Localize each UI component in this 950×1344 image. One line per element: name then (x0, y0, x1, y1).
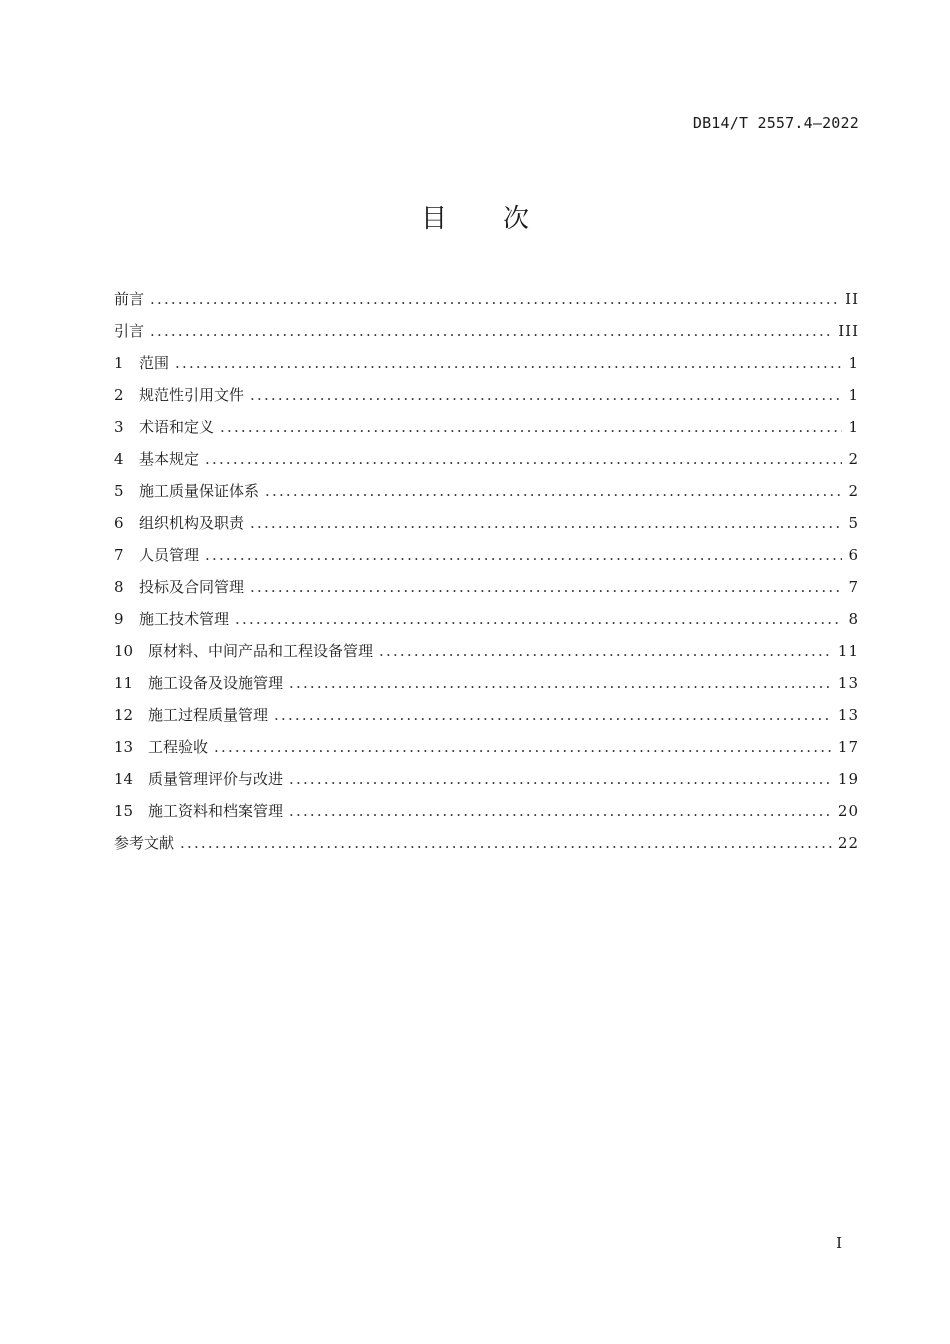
toc-leader-dots (150, 315, 832, 347)
toc-entry-number: 13 (114, 738, 134, 756)
toc-entry-number: 8 (114, 578, 124, 596)
toc-entry-introduction[interactable] (114, 315, 859, 347)
toc-entry-page: 1 (848, 418, 859, 436)
toc-leader-dots (250, 379, 842, 411)
toc-entry-page: 2 (848, 482, 859, 500)
toc-entry-label: 质量管理评价与改进 (148, 770, 284, 788)
toc-entry-number: 9 (114, 610, 124, 628)
toc-entry-page: 17 (837, 738, 859, 756)
toc-leader-dots (205, 539, 842, 571)
toc-entry[interactable] (114, 571, 859, 603)
toc-entry-label: 施工技术管理 (139, 610, 230, 628)
toc-entry-label: 引言 (114, 322, 145, 340)
toc-entry[interactable] (114, 347, 859, 379)
toc-entry[interactable] (114, 635, 859, 667)
page-number: I (836, 1234, 842, 1252)
toc-entry-label: 基本规定 (139, 450, 200, 468)
toc-leader-dots (220, 411, 842, 443)
toc-entry-number: 14 (114, 770, 134, 788)
toc-entry-label: 施工过程质量管理 (148, 706, 269, 724)
toc-leader-dots (175, 347, 842, 379)
toc-entry-page: 13 (837, 674, 859, 692)
toc-entry-number: 15 (114, 802, 134, 820)
toc-entry-references[interactable] (114, 827, 859, 859)
toc-entry-foreword[interactable] (114, 283, 859, 315)
toc-entry-number: 10 (114, 642, 134, 660)
toc-entry-number: 12 (114, 706, 134, 724)
toc-leader-dots (265, 475, 842, 507)
toc-entry-page: 22 (837, 834, 859, 852)
toc-entry-label: 参考文献 (114, 834, 175, 852)
toc-entry-label: 施工质量保证体系 (139, 482, 260, 500)
toc-entry-label: 工程验收 (148, 738, 209, 756)
toc-leader-dots (379, 635, 832, 667)
toc-entry-label: 投标及合同管理 (139, 578, 245, 596)
toc-entry-label: 原材料、中间产品和工程设备管理 (148, 642, 374, 660)
toc-entry[interactable] (114, 475, 859, 507)
toc-entry-label: 范围 (139, 354, 170, 372)
toc-entry[interactable] (114, 667, 859, 699)
toc-leader-dots (205, 443, 842, 475)
toc-entry-page: 8 (848, 610, 859, 628)
toc-entry-page: II (845, 290, 859, 308)
toc-entry-page: 6 (848, 546, 859, 564)
toc-entry-page: III (838, 322, 859, 340)
standard-code: DB14/T 2557.4—2022 (692, 114, 859, 132)
toc-entry[interactable] (114, 795, 859, 827)
toc-entry-page: 1 (848, 386, 859, 404)
toc-entry[interactable] (114, 411, 859, 443)
toc-leader-dots (250, 571, 842, 603)
toc-entry-number: 3 (114, 418, 124, 436)
toc-entry-label: 施工设备及设施管理 (148, 674, 284, 692)
toc-entry-number: 7 (114, 546, 124, 564)
toc-entry-label: 组织机构及职责 (139, 514, 245, 532)
toc-leader-dots (289, 667, 832, 699)
toc-entry-label: 规范性引用文件 (139, 386, 245, 404)
toc-entry-page: 5 (848, 514, 859, 532)
toc-entry-number: 6 (114, 514, 124, 532)
toc-entry-label: 术语和定义 (139, 418, 215, 436)
toc-entry-number: 11 (114, 674, 134, 692)
toc-leader-dots (180, 827, 832, 859)
toc-entry[interactable] (114, 443, 859, 475)
toc-leader-dots (235, 603, 842, 635)
toc-entry[interactable] (114, 699, 859, 731)
toc-leader-dots (289, 763, 832, 795)
toc-entry-page: 19 (837, 770, 859, 788)
toc-entry-page: 13 (837, 706, 859, 724)
toc-entry-page: 11 (837, 642, 859, 660)
toc-entry[interactable] (114, 731, 859, 763)
toc-entry[interactable] (114, 763, 859, 795)
toc-entry-page: 2 (848, 450, 859, 468)
toc-entry[interactable] (114, 379, 859, 411)
toc-leader-dots (289, 795, 832, 827)
toc-entry[interactable] (114, 507, 859, 539)
toc-entry-number: 4 (114, 450, 124, 468)
toc-entry[interactable] (114, 603, 859, 635)
toc-entry-label: 人员管理 (139, 546, 200, 564)
toc-entry-number: 1 (114, 354, 124, 372)
toc-entry-page: 20 (837, 802, 859, 820)
page-title: 目次 (420, 204, 585, 234)
toc-entry[interactable] (114, 539, 859, 571)
toc-entry-label: 前言 (114, 290, 145, 308)
toc-leader-dots (274, 699, 832, 731)
toc-leader-dots (214, 731, 832, 763)
toc-entry-page: 7 (848, 578, 859, 596)
toc-leader-dots (150, 283, 839, 315)
toc-entry-label: 施工资料和档案管理 (148, 802, 284, 820)
table-of-contents (114, 283, 859, 859)
toc-leader-dots (250, 507, 842, 539)
toc-entry-number: 5 (114, 482, 124, 500)
toc-entry-number: 2 (114, 386, 124, 404)
toc-entry-page: 1 (848, 354, 859, 372)
